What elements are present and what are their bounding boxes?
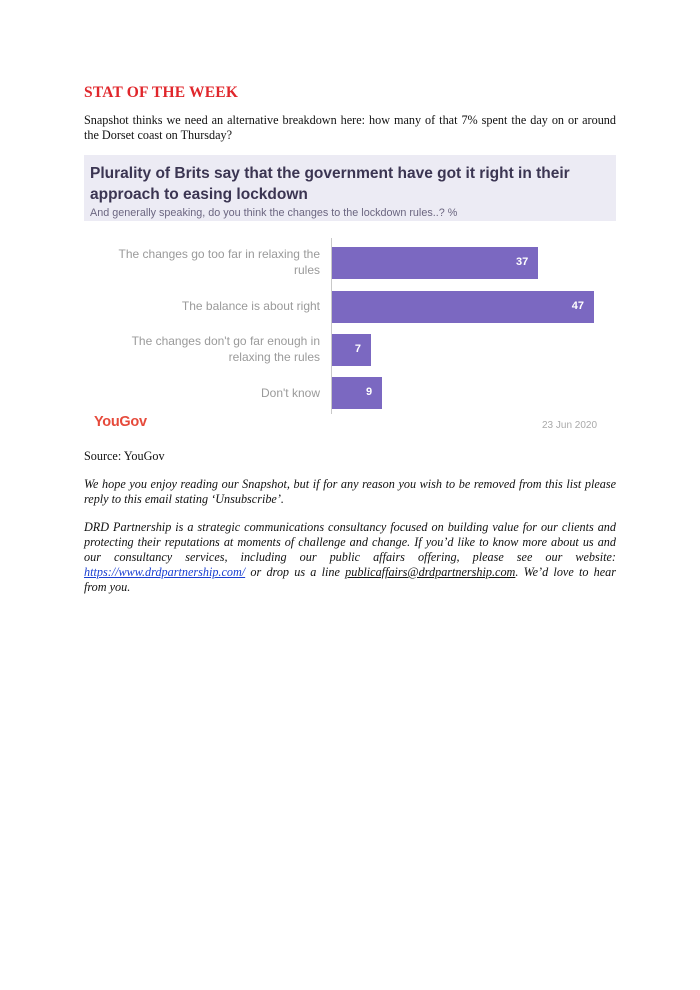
- website-link[interactable]: https://www.drdpartnership.com/: [84, 565, 246, 579]
- intro-paragraph: Snapshot thinks we need an alternative breakdown here: how many of that 7% spent the day on or around the Dorset coast on Thursday?: [84, 113, 616, 142]
- category-label: The changes don't go far enough in relaxing the rules: [131, 334, 320, 364]
- bar-value-label: 7: [354, 343, 362, 355]
- about-text-end: . We’d love to hear from you.: [84, 565, 616, 594]
- category-label: Don't know: [261, 386, 320, 400]
- chart-subtitle: And generally speaking, do you think the changes to the lockdown rules..? %: [90, 207, 458, 219]
- chart-date: 23 Jun 2020: [542, 420, 598, 431]
- chart-header: [84, 155, 616, 221]
- source-line: Source: YouGov: [84, 449, 165, 463]
- bar-value-label: 47: [571, 300, 584, 312]
- email-link[interactable]: publicaffairs@drdpartnership.com: [345, 565, 516, 579]
- section-heading: STAT OF THE WEEK: [84, 84, 239, 101]
- category-label: The changes go too far in relaxing the rules: [118, 247, 320, 277]
- poll-chart: [84, 152, 616, 438]
- chart-title: Plurality of Brits say that the government have got it right in their approach to easing lockdown: [90, 165, 570, 203]
- about-text-between: or drop us a line: [245, 565, 346, 579]
- bar-value-label: 37: [516, 256, 529, 268]
- about-paragraph: [84, 520, 616, 595]
- about-text: DRD Partnership is a strategic communications consultancy focused on building value for our clients and protecting their reputations at moments of challenge and change. If you’d like to know more about us and our consultancy services, including our public affairs offering, please see our website:: [84, 520, 616, 564]
- unsubscribe-paragraph: We hope you enjoy reading our Snapshot, but if for any reason you wish to be removed from this list please reply to this email stating ‘Unsubscribe’.: [84, 477, 616, 506]
- category-label: The balance is about right: [181, 299, 320, 313]
- yougov-logo: YouGov: [94, 414, 147, 430]
- bar-value-label: 9: [366, 386, 373, 398]
